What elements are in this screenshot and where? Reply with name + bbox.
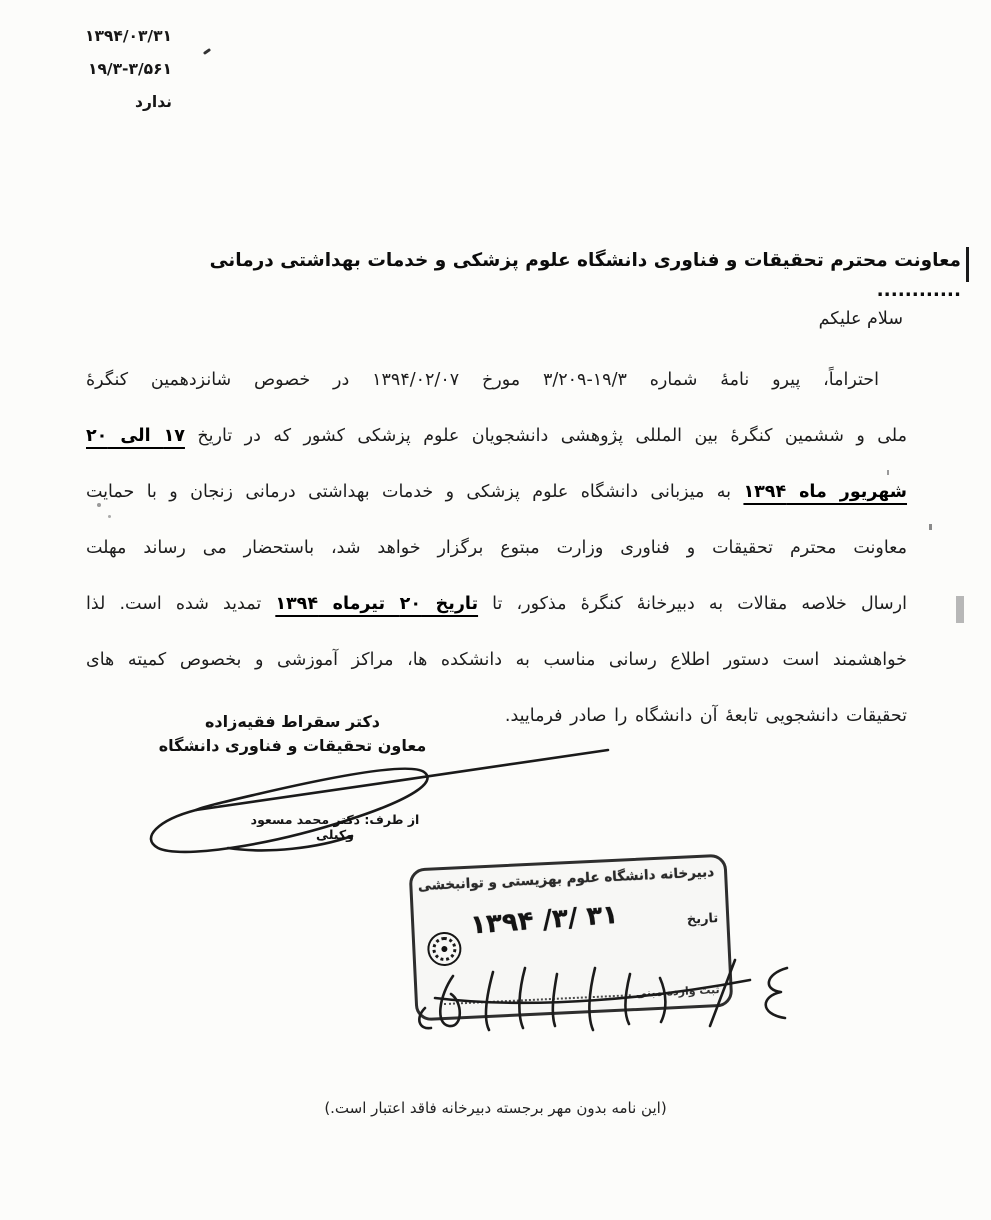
body-text: ملی و ششمین کنگرۀ بین المللی پژوهشی دانشجویان علوم پزشکی کشور که در تاریخ (184, 426, 907, 446)
letter-date: ۱۳۹۴/۰۳/۳۱ (84, 27, 172, 45)
scan-artifact (966, 247, 969, 282)
stamp-date-label: تاریخ (686, 911, 719, 928)
signer-title: معاون تحقیقات و فناوری دانشگاه (158, 736, 427, 755)
stamp-title: دبیرخانه دانشگاه علوم بهزیستی و توانبخشی (418, 864, 715, 895)
emphasized-month: شهریور ماه ۱۳۹۴ (743, 482, 908, 502)
body-text: به میزبانی دانشگاه علوم پزشکی و خدمات بهداشتی درمانی زنجان و با حمایت (86, 482, 744, 502)
letter-body (86, 352, 907, 744)
signature-stroke (196, 750, 608, 810)
stamp-registration-label: ثبت وارده مبنی (635, 983, 720, 1001)
scan-artifact (956, 596, 964, 623)
on-behalf-of: از طرف: دکتر محمد مسعود وکیلی (250, 812, 420, 842)
reference-block (58, 20, 172, 119)
signer-name: دکتر سقراط فقیه‌زاده (204, 712, 381, 731)
scan-artifact (203, 48, 211, 55)
body-line (86, 520, 907, 576)
scrawl-hook (419, 1008, 431, 1028)
scan-artifact (887, 470, 889, 475)
scrawl-stroke (553, 974, 557, 1026)
scrawl-slash (710, 960, 735, 1026)
body-text: تحقیقات دانشجویی تابعۀ آن دانشگاه را صادر فرمایید. (504, 706, 907, 726)
letter-number: ۱۹/۳-۳/۵۶۱ (88, 60, 172, 78)
body-line (86, 632, 907, 688)
body-text: معاونت محترم تحقیقات و فناوری وزارت مبتوع برگزار خواهد شد، باستحضار می رساند مهلت (86, 538, 907, 558)
body-text: ارسال خلاصه مقالات به دبیرخانۀ کنگرۀ مذکور، تا (478, 594, 907, 614)
scrawl-stroke (660, 978, 665, 1022)
emphasized-date-range: ۱۷ الی ۲۰ (86, 426, 185, 446)
recipient-line: معاونت محترم تحقیقات و فناوری دانشگاه علوم پزشکی و خدمات بهداشتی درمانی ............ (209, 250, 961, 301)
salutation: سلام علیکم (818, 309, 903, 329)
handwritten-registration-scrawl (405, 938, 830, 1050)
stamp-date-handwritten: ۱۳۹۴ /۳/ ۳۱ (469, 899, 620, 941)
body-line (86, 464, 907, 520)
body-text: احتراماً، پیرو نامۀ شماره ۱۹/۳-۳/۲۰۹ مورخ ۱۳۹۴/۰۲/۰۷ در خصوص شانزدهمین کنگرۀ (86, 370, 879, 390)
scrawl-curl (440, 976, 459, 1026)
attachment-status: ندارد (135, 93, 172, 111)
scrawl-stroke (625, 974, 630, 1024)
emphasized-deadline: تاریخ ۲۰ تیرماه ۱۳۹۴ (275, 594, 479, 614)
scan-artifact (929, 524, 932, 530)
scan-artifact (97, 503, 101, 507)
body-line (86, 576, 907, 632)
scan-artifact (108, 515, 111, 518)
scrawl-stroke (519, 968, 525, 1028)
body-text: تمدید شده است. لذا (86, 594, 276, 614)
body-line (86, 352, 907, 408)
validity-note: (این نامه بدون مهر برجسته دبیرخانه فاقد اعتبار است.) (324, 1099, 667, 1117)
scrawl-digit (766, 968, 787, 1018)
body-line (86, 408, 907, 464)
body-text: خواهشمند است دستور اطلاع رسانی مناسب به دانشکده ها، مراکز آموزشی و بخصوص کمیته های (86, 650, 907, 670)
